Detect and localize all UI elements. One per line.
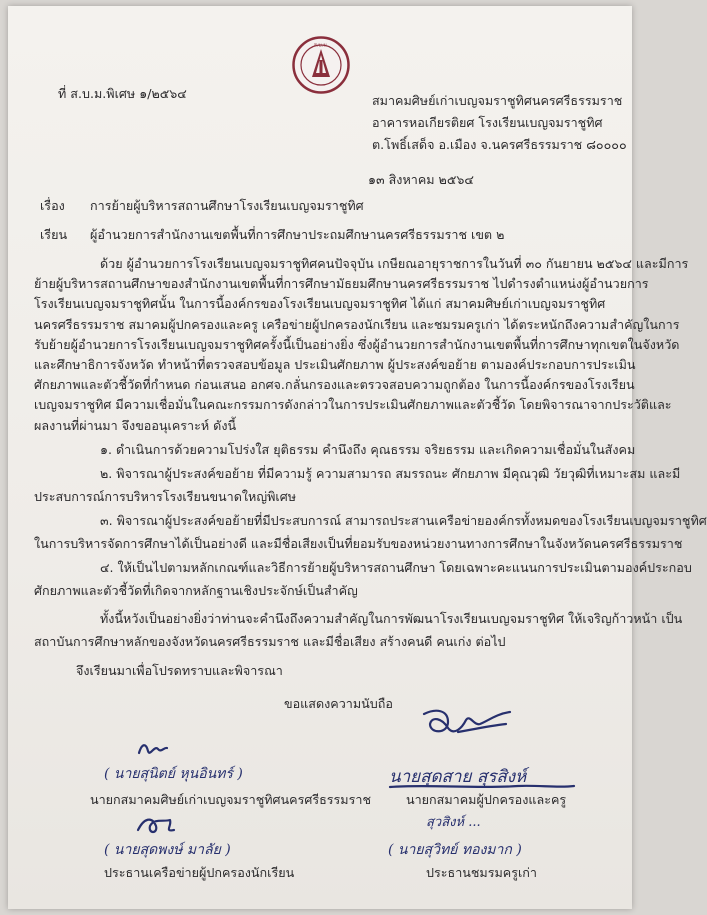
left-bottom-signature-mark [134,812,178,838]
right-top-signer-title: นายกสมาคมผู้ปกครองและครู [406,792,567,807]
left-bottom-handwritten-name: ( นายสุดพงษ์ มาลัย ) [104,842,231,858]
left-top-signature-mark [136,739,170,759]
body-line: นครศรีธรรมราช สมาคมผู้ปกครองและครู เครือข่ายผู้ปกครองนักเรียน และชมรมครูเก่า ได้ตระหนักถึงความสำคัญในการ [34,316,680,332]
main-signature [418,704,513,748]
association-seal-icon [292,36,350,94]
list-line: ในการบริหารจัดการศึกษาได้เป็นอย่างดี และมีชื่อเสียงเป็นที่ยอมรับของหน่วยงานทางการศึกษาในจังหวัดนครศรีธรรมราช [34,536,683,551]
request-line: จึงเรียนมาเพื่อโปรดทราบและพิจารณา [76,663,283,678]
list-line: ประสบการณ์การบริหารโรงเรียนขนาดใหญ่พิเศษ [34,489,296,504]
body-line: และศึกษาธิการจังหวัด ทำหน้าที่ตรวจสอบข้อมูล ประเมินศักยภาพ ผู้ประสงค์ขอย้าย ตามองค์ประกอบการประเมิน [34,357,636,373]
subject-label: เรื่อง [40,198,65,213]
right-top-handwritten-name: นายสุดสาย สุรสิงห์ [389,767,527,787]
closing-paragraph [34,607,683,653]
body-line: ผลงานที่ผ่านมา จึงขออนุเคราะห์ ดังนี้ [34,417,237,433]
org-line-1: สมาคมศิษย์เก่าเบญจมราชูทิศนครศรีธรรมราช [372,93,623,108]
left-top-handwritten-name: ( นายสุนิตย์ หุนอินทร์ ) [104,766,243,782]
body-line: ด้วย ผู้อำนวยการโรงเรียนเบญจมราชูทิศคนปัจจุบัน เกษียณอายุราชการในวันที่ ๓๐ กันยายน ๒๕๖๔ และมีการ [100,256,689,271]
document-number: ที่ ส.บ.ม.พิเศษ ๑/๒๕๖๔ [58,86,187,101]
list-line: ๒. พิจารณาผู้ประสงค์ขอย้าย ที่มีความรู้ ความสามารถ สมรรถนะ ศักยภาพ มีคุณวุฒิ วัยวุฒิที่เหมาะสม และมี [100,465,681,481]
body-line: เบญจมราชูทิศ มีความเชื่อมั่นในคณะกรรมการดังกล่าวในการประเมินศักยภาพและตัวชี้วัด โดยพิจารณาจากประวัติและ [34,397,672,413]
closing-line: สถาบันการศึกษาหลักของจังหวัดนครศรีธรรมราช และมีชื่อเสียง สร้างคนดี คนเก่ง ต่อไป [34,634,506,649]
letter-date: ๑๓ สิงหาคม ๒๕๖๔ [368,172,474,187]
to-label: เรียน [40,227,68,242]
left-top-signer-title: นายกสมาคมศิษย์เก่าเบญจมราชูทิศนครศรีธรรมราช [90,792,371,807]
list-line: ๑. ดำเนินการด้วยความโปร่งใส ยุติธรรม คำนึงถึง คุณธรรม จริยธรรม และเกิดความเชื่อมั่นในสังคม [100,442,636,457]
body-paragraph [34,254,689,436]
body-line: รับย้ายผู้อำนวยการโรงเรียนเบญจมราชูทิศครั้งนี้เป็นอย่างยิ่ง ซึ่งผู้อำนวยการสำนักงานเขตพื้นที่การศึกษาทุกเขตในจังหวัด [34,336,680,352]
closing-line: ทั้งนี้หวังเป็นอย่างยิ่งว่าท่านจะคำนึงถึงความสำคัญในการพัฒนาโรงเรียนเบญจมราชูทิศ ให้เจริญก้าวหน้า เป็น [100,611,683,626]
body-line: ย้ายผู้บริหารสถานศึกษาของสำนักงานเขตพื้นที่การศึกษามัธยมศึกษานครศรีธรรมราช ไปดำรงตำแหน่งผู้อำนวยการ [34,276,649,292]
body-line: ศักยภาพและตัวชี้วัดที่กำหนด ก่อนเสนอ อกศจ.กลั่นกรองและตรวจสอบความถูกต้อง ในการนี้องค์กรของโรงเรียน [34,377,635,393]
body-line: โรงเรียนเบญจมราชูทิศนั้น ในการนี้องค์กรของโรงเรียนเบญจมราชูทิศ ได้แก่ สมาคมศิษย์เก่าเบญจมราชูทิศ [34,296,606,312]
left-bottom-signer-title: ประธานเครือข่ายผู้ปกครองนักเรียน [104,865,295,880]
subject-text: การย้ายผู้บริหารสถานศึกษาโรงเรียนเบญจมราชูทิศ [90,198,364,213]
right-bottom-signer-title: ประธานชมรมครูเก่า [426,865,537,880]
list-line: ๓. พิจารณาผู้ประสงค์ขอย้ายที่มีประสบการณ์ สามารถประสานเครือข่ายองค์กรทั้งหมดของโรงเรียนเบญจมราชูทิศ [100,512,707,528]
to-text: ผู้อำนวยการสำนักงานเขตพื้นที่การศึกษาประถมศึกษานครศรีธรรมราช เขต ๒ [90,227,505,242]
request-list [34,438,707,603]
regards-line: ขอแสดงความนับถือ [284,696,393,711]
org-line-2: อาคารหอเกียรติยศ โรงเรียนเบญจมราชูทิศ [372,115,603,130]
right-bottom-handwritten-name: ( นายสุวิทย์ ทองมาก ) [388,842,522,858]
right-top-handwritten-sub: สุวสิงห์ ... [426,815,481,830]
list-line: ๔. ให้เป็นไปตามหลักเกณฑ์และวิธีการย้ายผู้บริหารสถานศึกษา โดยเฉพาะคะแนนการประเมินตามองค์ประกอบ [100,559,692,575]
letter-page [8,6,707,909]
org-line-3: ต.โพธิ์เสด็จ อ.เมือง จ.นครศรีธรรมราช ๘๐๐๐๐ [372,137,627,152]
seal-text: ส.บ.ม. [313,42,329,49]
list-line: ศักยภาพและตัวชี้วัดที่เกิดจากหลักฐานเชิงประจักษ์เป็นสำคัญ [34,583,358,598]
